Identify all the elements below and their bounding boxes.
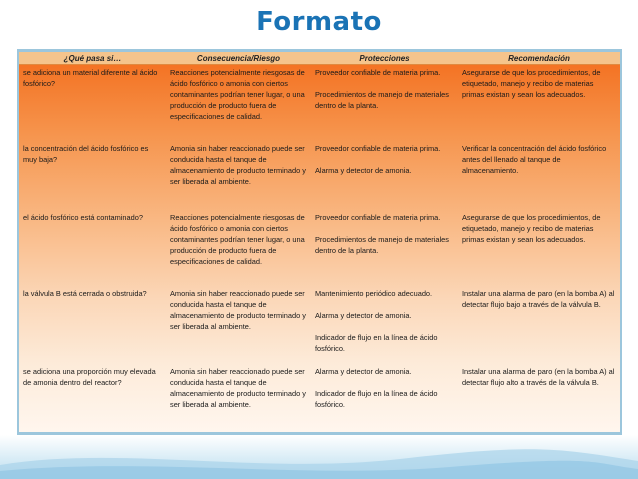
- hazop-table: [19, 52, 620, 430]
- cell-protections: Proveedor confiable de materia prima. Procedimientos de manejo de materiales dentro de la planta.: [315, 212, 449, 255]
- table-container: [19, 52, 620, 432]
- cell-recommendation: Asegurarse de que los procedimientos, de etiquetado, manejo y recibo de materias primas existan y sean los adecuados.: [462, 68, 601, 99]
- cell-consequence: Amonia sin haber reaccionado puede ser conducida hasta el tanque de almacenamiento de producto terminado y ser liberada al ambiente.: [170, 366, 306, 409]
- header-what-if: ¿Qué pasa si…: [19, 52, 166, 65]
- cell-consequence: Reacciones potencialmente riesgosas de ácido fosfórico o amonia con ciertos contaminantes podrían tener lugar, o una producción de producto fuera de especificaciones de calidad.: [170, 212, 305, 266]
- cell-protections: Proveedor confiable de materia prima. Procedimientos de manejo de materiales dentro de la planta.: [315, 68, 449, 110]
- cell-recommendation: Asegurarse de que los procedimientos, de etiquetado, manejo y recibo de materias primas existan y sean los adecuados.: [462, 212, 601, 244]
- cell-what-if: se adiciona un material diferente al ácido fosfórico?: [23, 68, 158, 88]
- table-row: [19, 286, 620, 364]
- cell-protections: Proveedor confiable de materia prima. Alarma y detector de amonia.: [315, 143, 441, 175]
- cell-consequence: Amonia sin haber reaccionado puede ser conducida hasta el tanque de almacenamiento de producto terminado y ser liberada al ambiente.: [170, 288, 306, 331]
- cell-what-if: la válvula B está cerrada o obstruida?: [23, 288, 147, 298]
- cell-recommendation: Instalar una alarma de paro (en la bomba A) al detectar flujo alto a través de la válvula B.: [462, 366, 615, 387]
- table-row: [19, 364, 620, 430]
- decorative-wave-footer: [0, 435, 638, 479]
- header-recommendation: Recomendación: [458, 52, 620, 65]
- slide-title: Formato: [256, 7, 382, 37]
- table-row: [19, 65, 620, 141]
- cell-what-if: el ácido fosfórico está contaminado?: [23, 212, 143, 222]
- cell-what-if: la concentración del ácido fosfórico es muy baja?: [23, 143, 149, 164]
- table-header-row: [19, 52, 620, 65]
- cell-consequence: Reacciones potencialmente riesgosas de ácido fosfórico o amonia con ciertos contaminantes podrían tener lugar, o una producción de producto fuera de especificaciones de calidad.: [170, 68, 305, 121]
- table-row: [19, 210, 620, 286]
- cell-recommendation: Verificar la concentración del ácido fosfórico antes del llenado al tanque de almacenamiento.: [462, 143, 607, 175]
- cell-recommendation: Instalar una alarma de paro (en la bomba A) al detectar flujo bajo a través de la válvula B.: [462, 288, 615, 309]
- cell-protections: Alarma y detector de amonia. Indicador de flujo en la línea de ácido fosfórico.: [315, 366, 438, 409]
- table-row: [19, 141, 620, 210]
- header-consequence: Consecuencia/Riesgo: [166, 52, 311, 65]
- cell-what-if: se adiciona una proporción muy elevada de amonia dentro del reactor?: [23, 366, 156, 387]
- wave-decoration: [0, 435, 638, 479]
- cell-protections: Mantenimiento periódico adecuado. Alarma y detector de amonia. Indicador de flujo en la línea de ácido fosfórico.: [315, 288, 438, 353]
- table-frame: [17, 49, 622, 435]
- cell-consequence: Amonia sin haber reaccionado puede ser conducida hasta el tanque de almacenamiento de producto terminado y ser liberada al ambiente.: [170, 143, 306, 186]
- header-protections: Protecciones: [311, 52, 458, 65]
